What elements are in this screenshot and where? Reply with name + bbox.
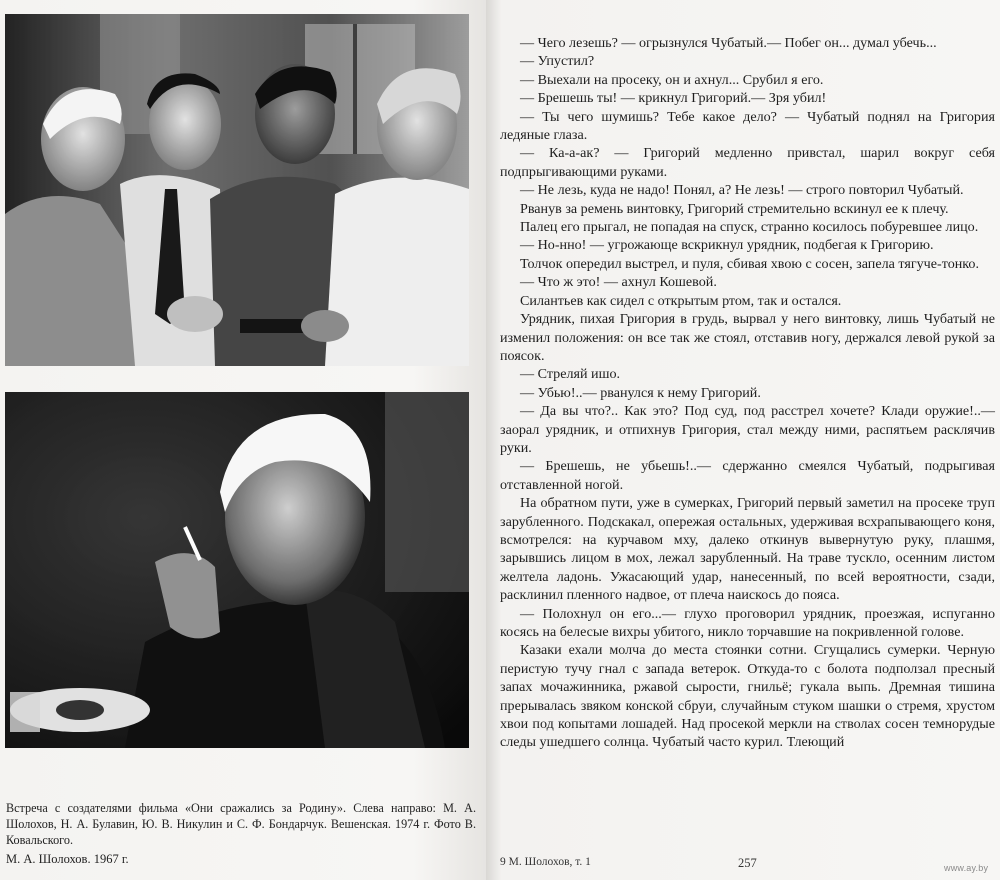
paragraph: На обратном пути, уже в сумерках, Григорий первый заметил на просеке труп зарубленного. Подскакал, опережая остальных, удерживая всхрапывающего коня, всмотрелся: на курчавом мху, далеко откинув вывернутую руку, плашмя, зарывшись лицом в мох, лежал зарубленный. На траве тускло, осенним листом желтела ладонь. Ужасающий удар, нанесенный, по всей вероятности, сзади, расклинил пленного надвое, от плеча наискось до пояса. [500,495,995,604]
group-photo-image [5,14,469,366]
paragraph: Казаки ехали молча до места стоянки сотни. Сгущались сумерки. Черную перистую тучу гнал с запада ветерок. Откуда-то с болота подползал пресный запах мочажинника, ржавой сырости, гнильё; гукала выпь. Дремная тишина прерывалась звяком конской сбруи, случайным стуком шашки о стремя, хрустом хвои под копытами лошадей. Над просекой меркли на стволах сосен темнорудые следы ушедшего солнца. Чубатый часто курил. Тлеющий [500,642,995,751]
paragraph: — Стреляй ишо. [520,366,621,383]
left-page [0,0,486,880]
paragraph: — Выехали на просеку, он и ахнул... Срубил я его. [520,71,824,88]
paragraph: — Что ж это! — ахнул Кошевой. [520,274,717,291]
paragraph: Рванув за ремень винтовку, Григорий стремительно вскинул ее к плечу. [520,200,949,217]
book-text [500,34,995,752]
photo-caption-1: Встреча с создателями фильма «Они сражались за Родину». Слева направо: М. А. Шолохов, Н. А. Булавин, Ю. В. Никулин и С. Ф. Бондарчук. Вешенская. 1974 г. Фото В. Ковальского. [6,801,476,847]
paragraph: — Не лезь, куда не надо! Понял, а? Не лезь! — строго повторил Чубатый. [520,182,964,199]
paragraph: — Брешешь ты! — крикнул Григорий.— Зря убил! [520,90,827,107]
paragraph: — Убью!..— рванулся к нему Григорий. [520,384,761,401]
footer-signature: 9 М. Шолохов, т. 1 [500,856,591,868]
paragraph: Палец его прыгал, не попадая на спуск, странно косилось побуревшее лицо. [520,219,979,236]
paragraph: Силантьев как сидел с открытым ртом, так и остался. [520,292,842,309]
paragraph: — Полохнул он его...— глухо проговорил урядник, проезжая, испуганно косясь на белесые вихры убитого, никло торчавшие на покривленной голове. [500,605,995,640]
group-photo [5,14,469,366]
portrait-photo [5,392,469,748]
photo-caption-2: М. А. Шолохов. 1967 г. [6,852,129,866]
paragraph: Толчок опередил выстрел, и пуля, сбивая хвою с сосен, запела тягуче-тонко. [520,255,979,272]
paragraph: Урядник, пихая Григория в грудь, вырвал у него винтовку, лишь Чубатый не изменил положения: он все так же стоял, отставив ногу, держался левой рукой за поясок. [500,311,995,364]
paragraph: — Упустил? [520,53,595,70]
page-number: 257 [738,856,757,870]
watermark: www.ay.by [944,863,989,873]
paragraph: — Но-нно! — угрожающе вскрикнул урядник, подбегая к Григорию. [520,237,934,254]
portrait-photo-image [5,392,469,748]
paragraph: — Да вы что?.. Как это? Под суд, под расстрел хочете? Клади оружие!..— заорал урядник, и отпихнув Григория, стал между ними, распятьем расклячив руки. [500,403,995,456]
paragraph: — Брешешь, не убьешь!..— сдержанно смеялся Чубатый, подрыгивая отставленной ногой. [500,458,995,493]
paragraph: — Ка-а-ак? — Григорий медленно привстал, шарил вокруг себя подпрыгивающими руками. [500,145,995,180]
paragraph: — Чего лезешь? — огрызнулся Чубатый.— Побег он... думал убечь... [520,35,937,51]
paragraph: — Ты чего шумишь? Тебе какое дело? — Чубатый поднял на Григория ледяные глаза. [500,108,995,144]
